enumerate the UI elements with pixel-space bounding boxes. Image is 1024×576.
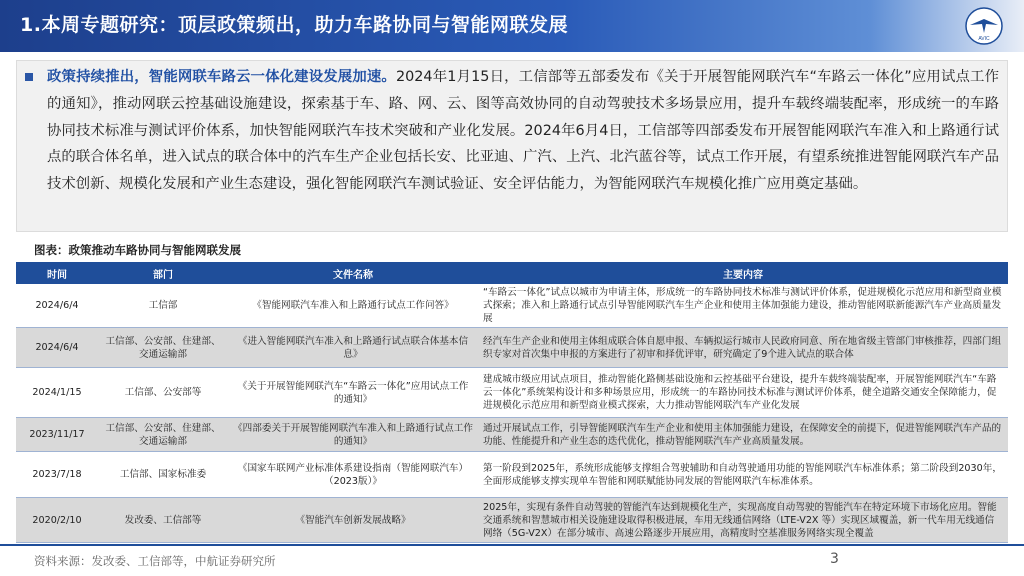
cell-content: “车路云一体化”试点以城市为申请主体，形成统一的车路协同技术标准与测试评价体系，促进规模化示范应用和新型商业模式探索；准入和上路通行试点引导智能网联汽车生产企业和使用主体加强能力建设，推动智能网联新能源汽车产业高质量发展 xyxy=(478,284,1008,328)
cell-dept: 工信部、公安部、住建部、交通运输部 xyxy=(98,418,228,452)
cell-date: 2024/6/4 xyxy=(16,328,98,368)
table-row xyxy=(16,418,1008,452)
cell-date: 2020/2/10 xyxy=(16,498,98,543)
source-note: 资料来源：发改委、工信部等，中航证券研究所 xyxy=(34,554,276,568)
table-row xyxy=(16,328,1008,368)
cell-dept: 发改委、工信部等 xyxy=(98,498,228,543)
intro-paragraph xyxy=(47,64,999,198)
table-row xyxy=(16,498,1008,543)
cell-date: 2023/7/18 xyxy=(16,452,98,498)
table-row xyxy=(16,284,1008,328)
cell-content: 经汽车生产企业和使用主体组成联合体自愿申报、车辆拟运行城市人民政府同意、所在地省级主管部门审核推荐，四部门组织专家对首次集中申报的方案进行了初审和择优评审，研究确定了9个进入试点的联合体 xyxy=(478,328,1008,368)
cell-content: 建成城市级应用试点项目，推动智能化路侧基础设施和云控基础平台建设，提升车载终端装配率，开展智能网联汽车“车路云一体化”系统架构设计和多种场景应用，形成统一的车路协同技术标准与测试评价体系，健全道路交通安全保障能力，促进规模化示范应用和新型商业模式探索，大力推动智能网联汽车产业化发展 xyxy=(478,368,1008,418)
header-content: 主要内容 xyxy=(478,262,1008,284)
cell-date: 2023/11/17 xyxy=(16,418,98,452)
cell-doc: 《智能汽车创新发展战略》 xyxy=(228,498,478,543)
cell-doc: 《四部委关于开展智能网联汽车准入和上路通行试点工作的通知》 xyxy=(228,418,478,452)
intro-lead: 政策持续推出，智能网联车路云一体化建设发展加速。 xyxy=(47,69,396,85)
intro-box xyxy=(16,60,1008,232)
footer-divider xyxy=(0,544,1024,546)
header-date: 时间 xyxy=(16,262,98,284)
page-number: 3 xyxy=(830,551,839,567)
cell-content: 通过开展试点工作，引导智能网联汽车生产企业和使用主体加强能力建设，在保障安全的前提下，促进智能网联汽车产品的功能、性能提升和产业生态的迭代优化，推动智能网联汽车产业高质量发展。 xyxy=(478,418,1008,452)
cell-doc: 《国家车联网产业标准体系建设指南（智能网联汽车）（2023版）》 xyxy=(228,452,478,498)
cell-content: 第一阶段到2025年，系统形成能够支撑组合驾驶辅助和自动驾驶通用功能的智能网联汽车标准体系；第二阶段到2030年，全面形成能够支撑实现单车智能和网联赋能协同发展的智能网联汽车标准体系。 xyxy=(478,452,1008,498)
header-dept: 部门 xyxy=(98,262,228,284)
cell-doc: 《关于开展智能网联汽车“车路云一体化”应用试点工作的通知》 xyxy=(228,368,478,418)
cell-date: 2024/1/15 xyxy=(16,368,98,418)
logo-text: AVIC xyxy=(978,36,990,42)
cell-date: 2024/6/4 xyxy=(16,284,98,328)
table-caption: 图表：政策推动车路协同与智能网联发展 xyxy=(34,243,241,257)
table-row xyxy=(16,452,1008,498)
header-doc: 文件名称 xyxy=(228,262,478,284)
slide-title: 1.本周专题研究：顶层政策频出，助力车路协同与智能网联发展 xyxy=(20,14,568,36)
slide-header xyxy=(0,0,1024,52)
cell-dept: 工信部、公安部等 xyxy=(98,368,228,418)
cell-dept: 工信部、国家标准委 xyxy=(98,452,228,498)
table-row xyxy=(16,368,1008,418)
policy-table xyxy=(16,262,1008,543)
intro-body: 2024年1月15日，工信部等五部委发布《关于开展智能网联汽车“车路云一体化”应用试点工作的通知》，推动网联云控基础设施建设，探索基于车、路、网、云、图等高效协同的自动驾驶技术多场景应用，提升车载终端装配率，形成统一的车路协同技术标准与测试评价体系，加快智能网联汽车技术突破和产业化发展。2024年6月4日，工信部等四部委发布开展智能网联汽车准入和上路通行试点的联合体名单，进入试点的联合体中的汽车生产企业包括长安、比亚迪、广汽、上汽、北汽蓝谷等，试点工作开展，有望系统推进智能网联汽车产品技术创新、规模化发展和产业生态建设，强化智能网联汽车测试验证、安全评估能力，为智能网联汽车规模化推广应用奠定基础。 xyxy=(47,69,999,193)
bullet-square-icon xyxy=(25,73,33,81)
cell-dept: 工信部 xyxy=(98,284,228,328)
cell-content: 2025年，实现有条件自动驾驶的智能汽车达到规模化生产，实现高度自动驾驶的智能汽车在特定环境下市场化应用。智能交通系统和智慧城市相关设施建设取得积极进展，车用无线通信网络（LTE-V2X 等）实现区域覆盖，新一代车用无线通信网络（5G-V2X）在部分城市、高速公路逐步开展应用，高精度时空基准服务网络实现全覆盖 xyxy=(478,498,1008,543)
cell-dept: 工信部、公安部、住建部、交通运输部 xyxy=(98,328,228,368)
table-header-row xyxy=(16,262,1008,284)
avic-logo-icon xyxy=(964,6,1004,46)
cell-doc: 《智能网联汽车准入和上路通行试点工作问答》 xyxy=(228,284,478,328)
cell-doc: 《进入智能网联汽车准入和上路通行试点联合体基本信息》 xyxy=(228,328,478,368)
